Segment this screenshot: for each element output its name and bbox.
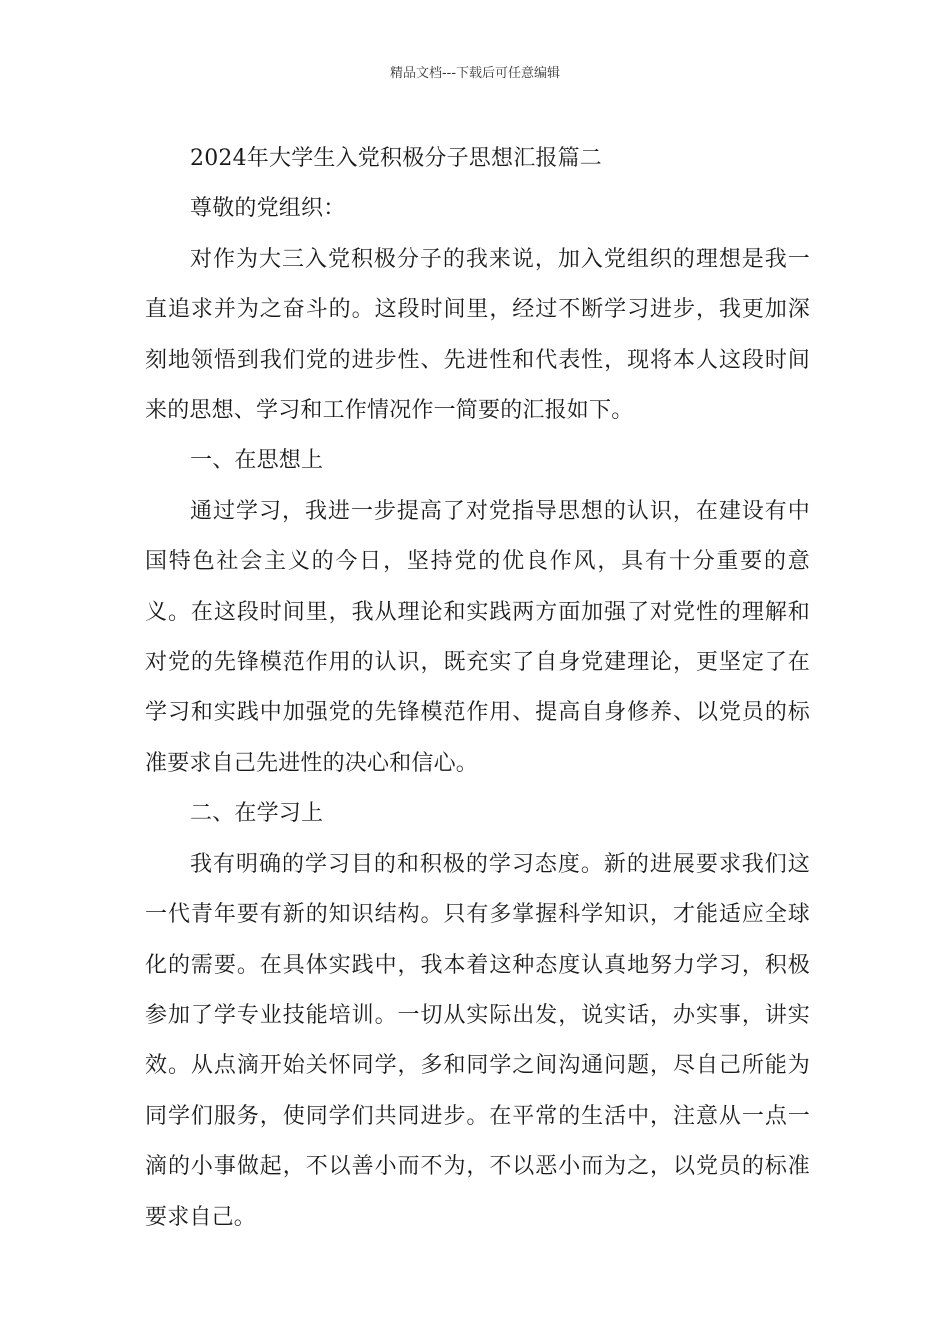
paragraph-intro: 对作为大三入党积极分子的我来说，加入党组织的理想是我一直追求并为之奋斗的。这段时间里，经过不断学习进步，我更加深刻地领悟到我们党的进步性、先进性和代表性，现将本人这段时间来的思想、学习和工作情况作一简要的汇报如下。 (145, 246, 810, 424)
paragraph-thought: 通过学习，我进一步提高了对党指导思想的认识，在建设有中国特色社会主义的今日，坚持党的优良作风，具有十分重要的意义。在这段时间里，我从理论和实践两方面加强了对党性的理解和对党的先锋模范作用的认识，既充实了自身党建理论，更坚定了在学习和实践中加强党的先锋模范作用、提高自身修养、以党员的标准要求自己先进性的决心和信心。 (145, 498, 810, 776)
salutation: 尊敬的党组织： (190, 196, 346, 222)
paragraph-study: 我有明确的学习目的和积极的学习态度。新的进展要求我们这一代青年要有新的知识结构。只有多掌握科学知识，才能适应全球化的需要。在具体实践中，我本着这种态度认真地努力学习，积极参加了学专业技能培训。一切从实际出发，说实话，办实事，讲实效。从点滴开始关怀同学，多和同学之间沟通问题，尽自己所能为同学们服务，使同学们共同进步。在平常的生活中，注意从一点一滴的小事做起，不以善小而不为，不以恶小而为之，以党员的标准要求自己。 (145, 851, 810, 1230)
document-body (145, 134, 810, 1243)
section-heading-thought: 一、在思想上 (190, 448, 324, 474)
page-header: 精品文档---下载后可任意编辑 (389, 66, 561, 81)
document-title: 2024年大学生入党积极分子思想汇报篇二 (190, 146, 602, 171)
section-heading-study: 二、在学习上 (190, 801, 324, 827)
